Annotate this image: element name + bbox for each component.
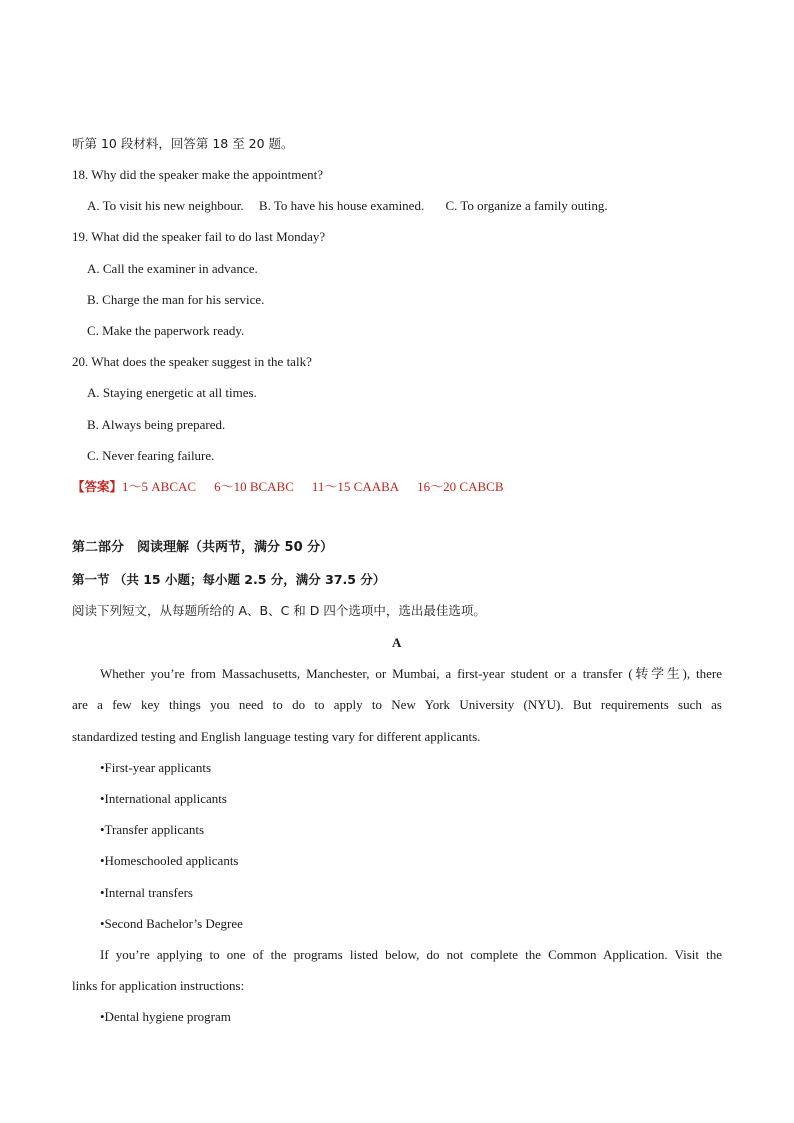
part-two-title: 第二部分 阅读理解（共两节，满分 50 分） <box>72 540 334 555</box>
question-19-option-a: A. Call the examiner in advance. <box>87 261 258 276</box>
answer-tag: 【答案】 <box>72 479 123 494</box>
question-19-option-c: C. Make the paperwork ready. <box>87 323 245 338</box>
paragraph-2-line-2: links for application instructions: <box>72 978 245 993</box>
listening-intro: 听第 10 段材料，回答第 18 至 20 题。 <box>72 136 294 151</box>
answer-group-3: 11～15 CAABA <box>311 479 400 494</box>
list-item: •International applicants <box>100 791 227 806</box>
question-19-option-b: B. Charge the man for his service. <box>87 292 265 307</box>
question-18-options <box>87 197 608 215</box>
paragraph-1-line-1: Whether you’re from Massachusetts, Manchester, or Mumbai, a first-year student or a transfer (转学生), there <box>100 666 722 681</box>
section-one-title: 第一节 （共 15 小题；每小题 2.5 分，满分 37.5 分） <box>72 572 386 587</box>
question-20-option-b: B. Always being prepared. <box>87 417 226 432</box>
list-item: •Homeschooled applicants <box>100 853 239 868</box>
passage-label: A <box>392 635 402 650</box>
answer-group-2: 6～10 BCABC <box>214 479 294 494</box>
list-item: •Transfer applicants <box>100 822 205 837</box>
answer-key <box>72 478 504 496</box>
list-item: •Second Bachelor’s Degree <box>100 916 243 931</box>
list-item: •Internal transfers <box>100 885 193 900</box>
answer-group-4: 16～20 CABCB <box>417 479 504 494</box>
paragraph-1-line-2: are a few key things you need to do to apply to New York University (NYU). But requirements such as <box>72 697 722 712</box>
list-item: •Dental hygiene program <box>100 1009 231 1024</box>
reading-instruction: 阅读下列短文，从每题所给的 A、B、C 和 D 四个选项中，选出最佳选项。 <box>72 603 486 618</box>
answer-group-1: 1～5 ABCAC <box>122 479 197 494</box>
paragraph-2-line-1: If you’re applying to one of the programs listed below, do not complete the Common Application. Visit the <box>100 947 722 962</box>
question-20: 20. What does the speaker suggest in the talk? <box>72 354 312 369</box>
list-item: •First-year applicants <box>100 760 212 775</box>
option-b: B. To have his house examined. <box>258 198 425 213</box>
paragraph-1-line-3: standardized testing and English language testing vary for different applicants. <box>72 729 481 744</box>
question-20-option-a: A. Staying energetic at all times. <box>87 385 257 400</box>
question-18: 18. Why did the speaker make the appointment? <box>72 167 324 182</box>
question-20-option-c: C. Never fearing failure. <box>87 448 215 463</box>
option-c: C. To organize a family outing. <box>445 198 608 213</box>
option-a: A. To visit his new neighbour. <box>87 198 244 213</box>
question-19: 19. What did the speaker fail to do last Monday? <box>72 229 326 244</box>
